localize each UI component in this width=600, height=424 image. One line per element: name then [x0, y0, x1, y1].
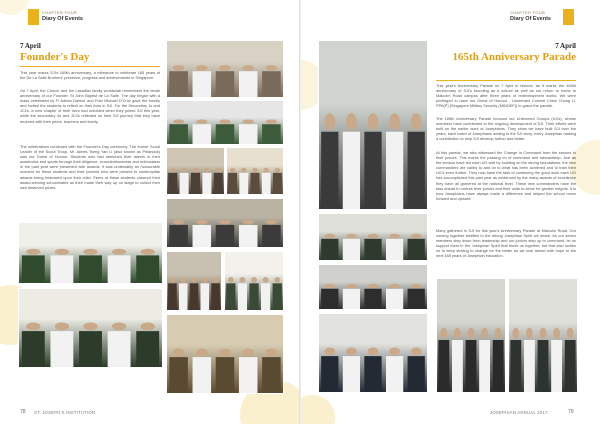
figure-body — [565, 340, 576, 392]
photo-figures — [319, 265, 427, 309]
photo-guest-of-honour-speech — [166, 147, 225, 195]
figure-body — [191, 173, 200, 194]
figure-body — [273, 173, 282, 194]
figure-head — [55, 323, 69, 331]
figure-head — [266, 65, 278, 71]
photo-group-portrait — [18, 288, 163, 368]
figure-head — [540, 328, 547, 339]
figure-body — [190, 283, 199, 310]
footer-publication: ST. JOSEPH'S INSTITUTION — [34, 410, 96, 415]
figure-body — [261, 283, 270, 310]
photo-uniformed-cadets — [318, 313, 428, 393]
photo-figures — [167, 148, 224, 194]
figure-body — [79, 255, 102, 283]
figure-head — [274, 277, 280, 283]
figure-body — [321, 289, 338, 309]
figure-body — [364, 356, 381, 392]
figure-head — [230, 168, 236, 173]
photo-students-in-hall — [166, 100, 284, 145]
chapter-label: CHAPTER FOUR — [510, 10, 546, 15]
figure-body — [524, 340, 535, 392]
figure-head — [389, 284, 400, 288]
photo-figures — [167, 41, 283, 97]
figure-head — [173, 220, 185, 225]
figure-body — [408, 289, 425, 309]
figure-head — [219, 220, 231, 225]
figure-body — [452, 340, 463, 392]
figure-body — [364, 132, 381, 209]
section-title: Diary Of Events — [42, 16, 83, 22]
photo-figures — [167, 315, 283, 393]
figure-head — [112, 249, 126, 255]
chapter-accent-bar — [28, 9, 39, 25]
figure-head — [411, 348, 422, 356]
figure-body — [169, 225, 188, 247]
photo-figures — [167, 252, 221, 310]
photo-figures — [19, 289, 162, 367]
figure-body — [343, 356, 360, 392]
figure-head — [512, 328, 519, 339]
figure-body — [168, 283, 177, 310]
figure-body — [408, 132, 425, 209]
figure-head — [324, 113, 335, 130]
figure-body — [321, 239, 338, 260]
headline-rule — [20, 66, 160, 67]
figure-body — [479, 340, 490, 392]
photo-figures — [167, 199, 283, 247]
article-headline: Founder's Day — [20, 51, 90, 63]
figure-body — [249, 283, 258, 310]
figure-head — [83, 323, 97, 331]
photo-students-smiling — [224, 251, 284, 311]
figure-body — [168, 173, 177, 194]
figure-body — [193, 124, 212, 144]
figure-body — [214, 173, 223, 194]
article-date: 7 April — [555, 42, 576, 50]
figure-body — [438, 340, 449, 392]
figure-body — [386, 356, 403, 392]
article-paragraph: This year marks SJI's 165th anniversary, a milestone to celebrate 165 years of the De La Salle Brothers' presence, progress and achievements in Singapore. — [20, 70, 160, 81]
section-title: Diary Of Events — [510, 16, 551, 22]
photo-framed-certificate — [166, 314, 284, 394]
figure-head — [481, 328, 488, 339]
figure-body — [193, 225, 212, 247]
figure-head — [173, 65, 185, 71]
figure-body — [321, 356, 338, 392]
figure-head — [263, 277, 269, 283]
figure-head — [567, 328, 574, 339]
decorative-circle — [300, 395, 335, 424]
figure-head — [196, 349, 208, 357]
figure-head — [219, 349, 231, 357]
photo-award-handshake — [166, 251, 222, 311]
figure-head — [242, 65, 254, 71]
figure-head — [191, 277, 196, 283]
figure-body — [193, 357, 212, 393]
figure-body — [538, 340, 549, 392]
figure-head — [55, 249, 69, 255]
figure-body — [79, 331, 102, 367]
figure-body — [216, 225, 235, 247]
figure-head — [181, 277, 186, 283]
figure-body — [228, 173, 237, 194]
figure-head — [275, 168, 281, 173]
figure-body — [136, 331, 159, 367]
figure-body — [262, 357, 281, 393]
figure-head — [219, 65, 231, 71]
figure-body — [273, 283, 282, 310]
figure-body — [262, 71, 281, 97]
figure-head — [411, 113, 422, 130]
figure-head — [324, 284, 335, 288]
photo-mass-congregation — [166, 40, 284, 98]
figure-head — [263, 168, 269, 173]
figure-head — [454, 328, 461, 339]
figure-body — [211, 283, 220, 310]
figure-body — [364, 239, 381, 260]
figure-head — [26, 323, 40, 331]
figure-head — [251, 277, 257, 283]
figure-head — [141, 249, 155, 255]
decorative-circle — [0, 0, 30, 15]
figure-body — [239, 71, 258, 97]
figure-body — [321, 132, 338, 209]
footer-publication: JOSEPHIAN ANNUAL 2017 — [490, 410, 548, 415]
figure-body — [136, 255, 159, 283]
figure-body — [343, 289, 360, 309]
figure-head — [324, 348, 335, 356]
page-number: 78 — [20, 409, 26, 415]
figure-head — [389, 234, 400, 239]
figure-body — [238, 283, 247, 310]
article-paragraph: Many gathered in SJI for this year's Anniversary Parade at Malcolm Road. Our coming together testifies to the strong Josephian Spirit we share. As our senior members step down from leadership and our juniors step up to command, let us support them in the Josephian Spirit that binds us together, but that also invites us to keep striving to change for the better as we look ahead with hope to the next 165 years of Josephian education. — [436, 228, 576, 259]
figure-head — [242, 220, 254, 225]
figure-head — [411, 234, 422, 239]
figure-head — [346, 234, 357, 239]
figure-head — [193, 168, 199, 173]
figure-head — [389, 348, 400, 356]
figure-head — [346, 284, 357, 288]
figure-body — [386, 289, 403, 309]
figure-head — [83, 249, 97, 255]
figure-head — [346, 113, 357, 130]
article-paragraph: The celebrations continued with the Founder's Day ceremony. The former Scout Leader of the Scout Troop, Mr James Tseng Yan Li (also known as Pelandok) was our Guest of Honour. Students who had stretched their talents in their academics and sports through their diligence, conscientiousness and enthusiasm in the past year were presented with awards. It was undeniably an honourable moment for these students and their parents who were present to contemplate awards being bestowed upon their child. Peers of these students cheered their award-winning schoolmates as their made their way up on stage to collect their well deserved prizes. — [20, 144, 160, 190]
photo-figures — [19, 223, 162, 283]
figure-body — [386, 239, 403, 260]
figure-head — [324, 234, 335, 239]
figure-body — [216, 357, 235, 393]
figure-head — [440, 328, 447, 339]
figure-body — [216, 124, 235, 144]
figure-body — [239, 124, 258, 144]
figure-head — [266, 119, 278, 123]
figure-head — [553, 328, 560, 339]
photo-figures — [319, 41, 427, 209]
figure-head — [181, 168, 187, 173]
photo-figures — [437, 279, 505, 392]
figure-body — [510, 340, 521, 392]
article-headline: 165th Anniversary Parade — [452, 51, 576, 63]
photo-parade-contingents — [318, 213, 428, 261]
figure-head — [411, 284, 422, 288]
figure-body — [169, 357, 188, 393]
figure-head — [242, 119, 254, 123]
right-page — [300, 0, 600, 424]
figure-body — [239, 173, 248, 194]
figure-body — [262, 173, 271, 194]
figure-body — [169, 124, 188, 144]
photo-figures — [167, 101, 283, 144]
headline-rule — [436, 80, 576, 81]
article-paragraph: This year's Anniversary Parade on 7 April is historic, as it marks the 165th anniversary of SJI's founding as a school as well as our return to home to Malcolm Road campus after three years of redevelopment works. We were privileged to have our Guest of Honour - Lieutenant Colonel Chew Chong Li, PPA(P) (Singapore Military Security (MINDEF)) to grace the parade. — [436, 83, 576, 109]
figure-head — [196, 220, 208, 225]
figure-head — [242, 349, 254, 357]
book-gutter — [299, 0, 301, 424]
figure-head — [213, 277, 218, 283]
figure-head — [26, 249, 40, 255]
figure-head — [266, 220, 278, 225]
article-paragraph: On 7 April, the Church and the Lasallian family worldwide remembers the death anniversary of our Founder, St John Baptist de La Salle. The day began with a mass celebrated by Fr Adrian Danker and Friar Michael D'Cruz gave the homily and invited the students to reflect on their lives in SJI. For the Secondary 1s and JC1s, a new chapter of their lives had unfolded when they joined SJI this year, while the secondary 4s and JC2s reflected on their SJI journey that they have endured with their peers, teachers and family. — [20, 88, 160, 124]
photo-students-with-trophies — [18, 222, 163, 284]
photo-figures — [319, 314, 427, 392]
figure-body — [239, 225, 258, 247]
figure-head — [240, 277, 246, 283]
figure-head — [219, 119, 231, 123]
figure-body — [262, 225, 281, 247]
article-date: 7 April — [20, 42, 41, 50]
photo-figures — [319, 214, 427, 260]
figure-body — [343, 239, 360, 260]
figure-head — [368, 113, 379, 130]
photo-figures — [225, 252, 283, 310]
figure-head — [266, 349, 278, 357]
figure-body — [408, 239, 425, 260]
figure-body — [169, 71, 188, 97]
figure-head — [368, 348, 379, 356]
figure-body — [466, 340, 477, 392]
figure-head — [389, 113, 400, 130]
photo-parade-salute — [508, 278, 578, 393]
chapter-accent-bar — [563, 9, 574, 25]
figure-body — [364, 289, 381, 309]
figure-body — [193, 71, 212, 97]
figure-body — [216, 71, 235, 97]
figure-head — [173, 349, 185, 357]
photo-award-on-stage — [166, 198, 284, 248]
figure-head — [204, 168, 210, 173]
photo-change-of-command — [318, 264, 428, 310]
figure-head — [346, 348, 357, 356]
figure-head — [112, 323, 126, 331]
figure-head — [228, 277, 234, 283]
article-paragraph: The 165th Anniversary Parade honours our Uniformed Groups (UGs), whose members have contributed to the ongoing development of SJI. Their efforts were built on the earlier work of Josephians. They show we have built SJI over the years, each batch of Josephians adding to the SJI story, every Josephian making a contribution to help SJI develop further and better. — [436, 116, 576, 142]
figure-head — [202, 277, 207, 283]
figure-body — [408, 356, 425, 392]
figure-head — [173, 119, 185, 123]
figure-head — [215, 168, 221, 173]
figure-head — [196, 65, 208, 71]
figure-head — [241, 168, 247, 173]
photo-prize-presentation — [226, 147, 284, 195]
photo-figures — [227, 148, 283, 194]
figure-body — [50, 331, 73, 367]
figure-head — [468, 328, 475, 339]
photo-guard-of-honour — [436, 278, 506, 393]
figure-body — [202, 173, 211, 194]
figure-head — [170, 168, 176, 173]
figure-head — [141, 323, 155, 331]
figure-body — [22, 255, 45, 283]
photo-figures — [509, 279, 577, 392]
figure-body — [251, 173, 260, 194]
figure-head — [252, 168, 258, 173]
figure-body — [179, 283, 188, 310]
figure-body — [180, 173, 189, 194]
figure-body — [108, 255, 131, 283]
figure-body — [50, 255, 73, 283]
page-number: 79 — [568, 409, 574, 415]
figure-head — [495, 328, 502, 339]
figure-body — [386, 132, 403, 209]
figure-head — [368, 234, 379, 239]
figure-head — [526, 328, 533, 339]
figure-body — [108, 331, 131, 367]
figure-head — [196, 119, 208, 123]
figure-head — [170, 277, 175, 283]
figure-body — [343, 132, 360, 209]
figure-body — [200, 283, 209, 310]
figure-body — [226, 283, 235, 310]
article-paragraph: At this parade, we also witnessed the Change in Command from the seniors to their juniors. This marks the passing on of command and stewardship. Just as the seniors have led each UG well by building on the strong foundations, the new commanders are called to add on to what has been achieved and to train their UG's even further. They now have the task of continuing the good work each UG has accomplished this past year as evidenced by the many awards of excellence they have all garnered at the national level. These new commanders have the task ahead to nurture their juniors and their units to strive for greater heights. It is how Josephians have always made a difference and helped the school move forward and upward. — [436, 150, 576, 201]
photo-parade-inspection — [318, 40, 428, 210]
figure-body — [22, 331, 45, 367]
figure-head — [368, 284, 379, 288]
figure-body — [551, 340, 562, 392]
chapter-label: CHAPTER FOUR — [42, 10, 78, 15]
figure-body — [493, 340, 504, 392]
figure-body — [262, 124, 281, 144]
figure-body — [239, 357, 258, 393]
